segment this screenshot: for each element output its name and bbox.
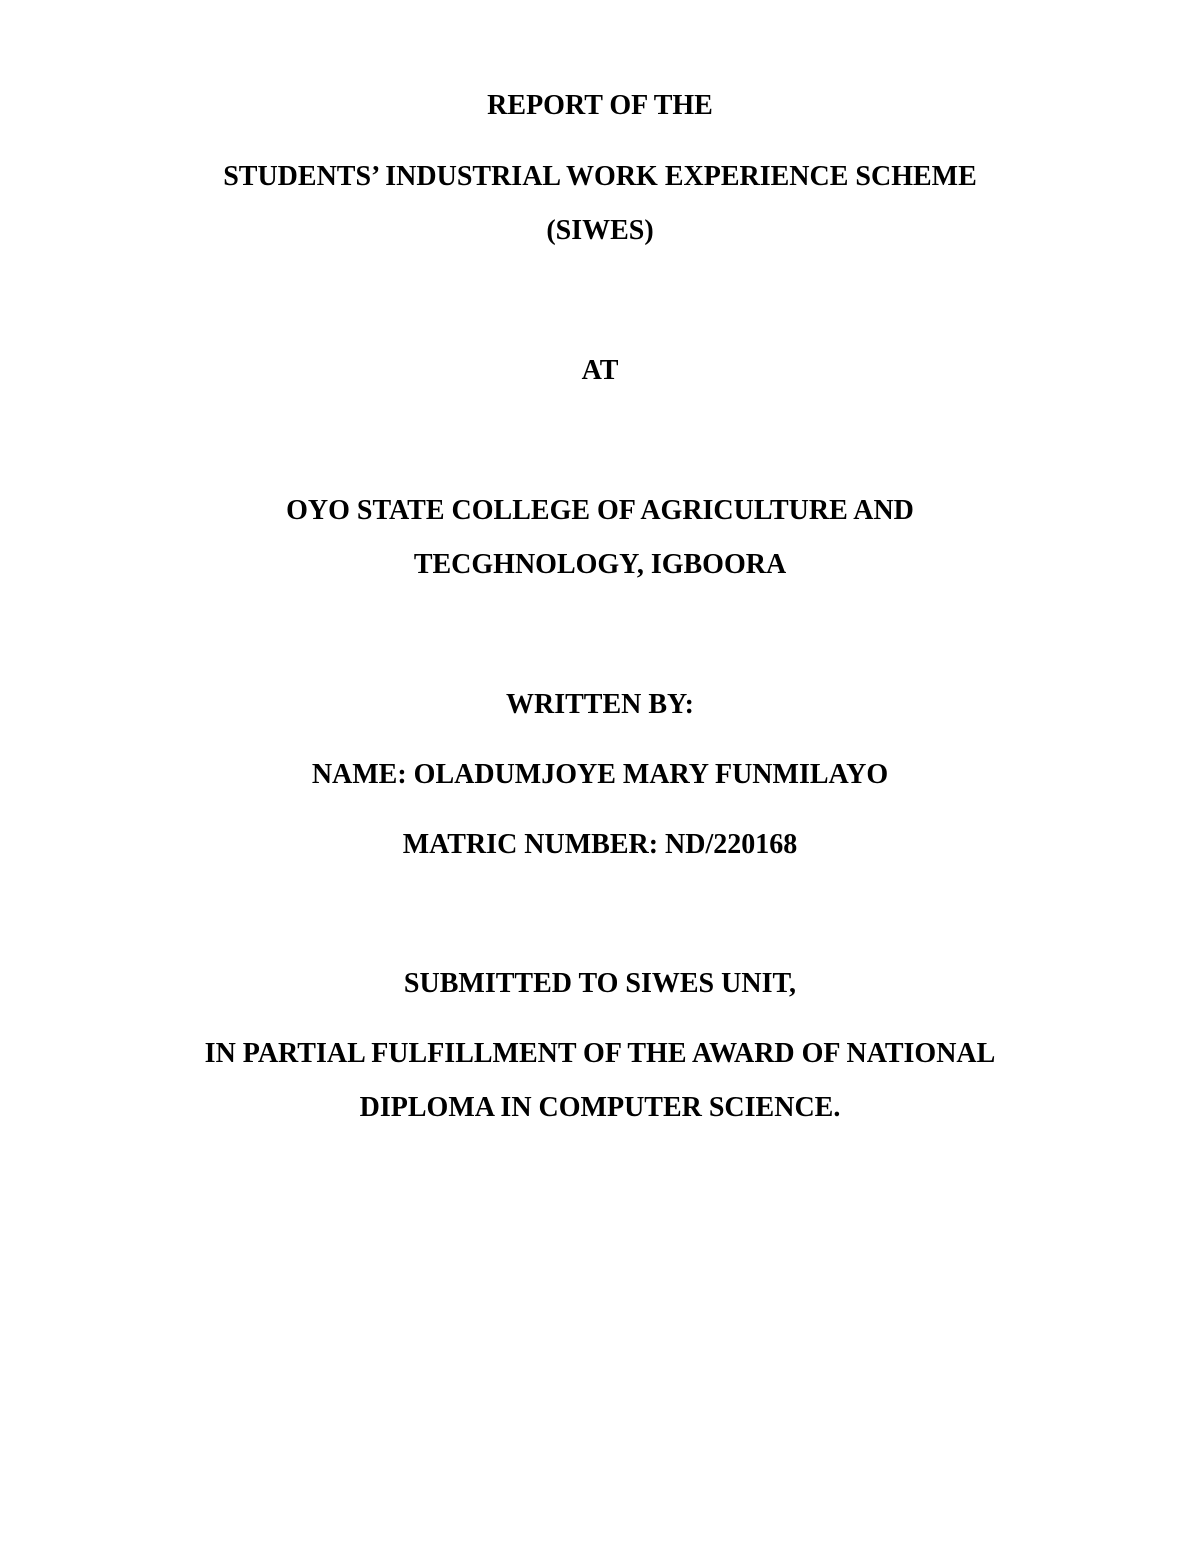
written-by-label: WRITTEN BY:	[505, 689, 694, 720]
matric-number: MATRIC NUMBER: ND/220168	[402, 829, 798, 860]
institution-line-2: TECGHNOLOGY, IGBOORA	[413, 549, 787, 580]
institution-line-1: OYO STATE COLLEGE OF AGRICULTURE AND	[286, 495, 914, 526]
submitted-to-label: SUBMITTED TO SIWES UNIT,	[403, 968, 797, 999]
report-title-line-2: STUDENTS’ INDUSTRIAL WORK EXPERIENCE SCHEME	[223, 161, 977, 192]
at-label: AT	[581, 355, 619, 386]
purpose-line-2: DIPLOMA IN COMPUTER SCIENCE.	[359, 1092, 841, 1123]
report-title-line-1: REPORT OF THE	[487, 90, 713, 121]
report-title-line-3: (SIWES)	[546, 215, 654, 246]
student-name: NAME: OLADUMJOYE MARY FUNMILAYO	[311, 759, 889, 790]
purpose-line-1: IN PARTIAL FULFILLMENT OF THE AWARD OF NATIONAL	[204, 1038, 996, 1069]
